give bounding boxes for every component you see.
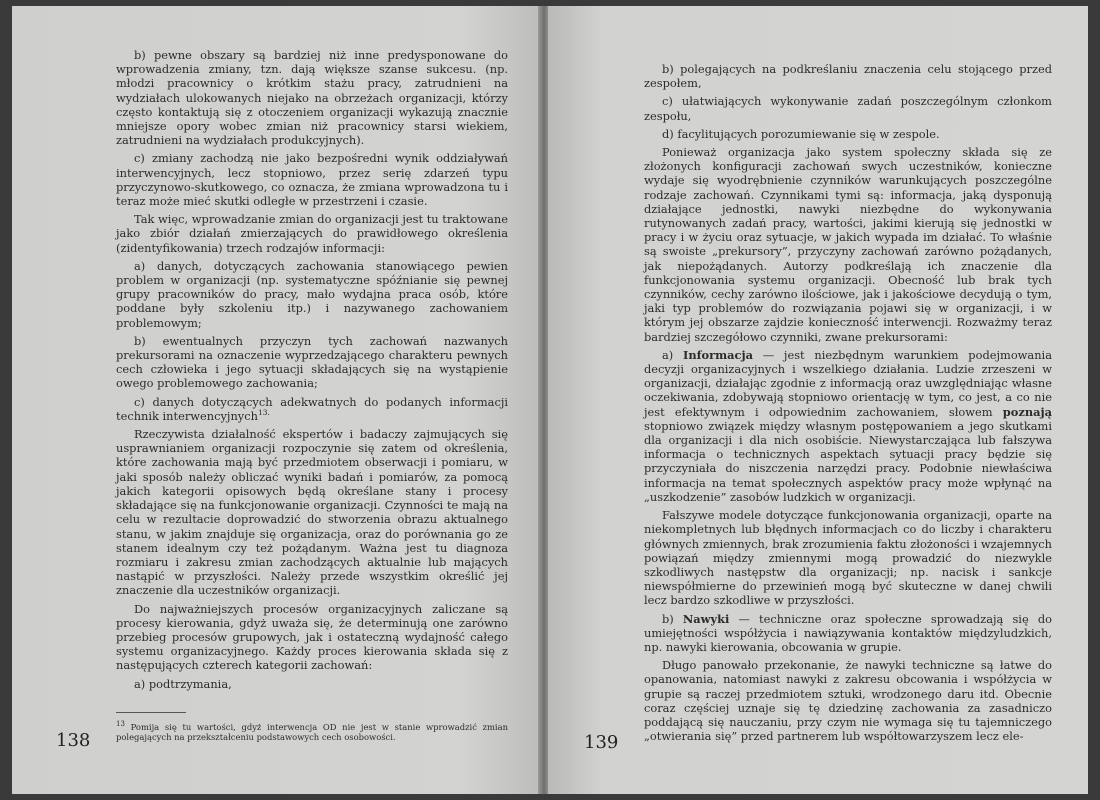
left-paragraph: Do najważniejszych procesów organizacyjnych zaliczane są procesy kierowania, gdyż uważa się, że determinują one zarówno przebieg procesów grupowych, jak i ostateczną wydajność całego systemu organizacyjnego. Każdy proces kierowania składa się z następujących czterech kategorii zachowań: [116,601,508,673]
left-paragraph-with-footnote-ref [116,395,508,423]
left-paragraph: c) zmiany zachodzą nie jako bezpośredni wynik oddziaływań interwencyjnych, lecz stopniowo, przez serię zdarzeń typu przyczynowo-skutkowego, co oznacza, że zmiana wprowadzona tu i teraz może mieć skutki odległe w przestrzeni i czasie. [116,151,508,209]
keyword-informacja: Informacja [683,347,753,362]
item-prefix: a) [662,347,684,362]
left-paragraph: a) danych, dotyczących zachowania stanowiącego pewien problem w organizacji (np. systematyczne spóźnianie się pewnej grupy pracowników do pracy, mało wydajna praca osób, które poddane były szkoleniu itp.) i nazywanego zachowaniem problemowym; [116,258,508,330]
left-page [12,6,540,794]
right-paragraph: Długo panowało przekonanie, że nawyki techniczne są łatwe do opanowania, natomiast nawyki z zakresu obcowania i współżycia w grupie są raczej przedmiotem sztuki, wrodzonego daru itd. Obecnie coraz częściej uznaje się tę dziedzinę zachowania za zasadniczo poddającą się nauczaniu, przy czym nie wymaga się tu tajemniczego „otwierania się” przed partnerem lub współtowarzyszem lecz ele- [644,658,1052,744]
page-number-left: 138 [56,730,91,751]
left-paragraph: b) ewentualnych przyczyn tych zachowań nazwanych prekursorami na oznaczenie wyprzedzającego charakteru pewnych cech człowieka i jego sytuacji składających się na wystąpienie owego problemowego zachowania; [116,333,508,391]
information-text-1: — jest niezbędnym warunkiem podejmowania decyzji organizacyjnych i wszelkiego działania. Ludzie zrzeszeni w organizacji, działając zgodnie z informacją oraz uwzględniając własne oczekiwania, zdobywają stopniowo orientację w tym, co jest, a co nie jest efektywnym i odpowiednim zachowaniem, słowem [644,347,1052,419]
item-prefix: b) [662,611,683,626]
right-paragraph: d) facylitujących porozumiewanie się w zespole. [662,126,940,141]
right-text-column [644,62,1052,747]
left-paragraph: Rzeczywista działalność ekspertów i badaczy zajmujących się usprawnianiem organizacji rozpoczynie się zatem od określenia, które zachowania mają być przedmiotem obserwacji i pomiaru, w jaki sposób należy obliczać wyniki badań i pomiarów, za pomocą jakich kategorii opisowych będą określane stany i procesy składające się na funkcjonowanie organizacji. Czynności te mają na celu w rezultacie doprowadzić do stworzenia obrazu aktualnego stanu, w jakim znajduje się organizacja, oraz do porównania go ze stanem idealnym czy też pożądanym. Ważna jest tu diagnoza rozmiaru i zakresu zmian zachodzących aktualnie lub mających nastąpić w przyszłości. Należy przede wszystkim określić jej znaczenie dla uczestników organizacji. [116,427,508,598]
left-text-column [116,48,508,695]
footnote [116,719,508,742]
right-paragraph: c) ułatwiających wykonywanie zadań poszczególnym członkom zespołu, [644,94,1052,123]
page-number-right: 139 [584,732,619,753]
keyword-poznaja: poznają [1002,404,1052,419]
right-paragraph: b) polegających na podkreślaniu znaczenia celu stojącego przed zespołem, [644,62,1052,91]
right-paragraph-information [644,348,1052,504]
footnote-text: Pomija się tu wartości, gdyż interwencja OD nie jest w stanie wprowadzić zmian polegających na przekształceniu podstawowych cech osobowości. [116,721,508,742]
habits-text: — techniczne oraz społeczne sprowadzają się do umiejętności współżycia i nawiązywania kontaktów międzyludzkich, np. nawyki kierowania, obcowania w grupie. [644,611,1052,654]
left-paragraph-text: c) danych dotyczących adekwatnych do podanych informacji technik interwencyjnych [116,394,508,423]
left-paragraph: b) pewne obszary są bardziej niż inne predysponowane do wprowadzenia zmiany, tzn. dają większe szanse sukcesu. (np. młodzi pracownicy o krótkim stażu pracy, zatrudnieni na wydziałach ulokowanych niejako na obrzeżach organizacji, którzy często kontaktują się z otoczeniem organizacji wykazują znacznie mniejsze opory wobec zmian niż pracownicy starsi wiekiem, zatrudnieni na wydziałach produkcyjnych). [116,48,508,148]
footnote-reference: 13. [257,408,270,418]
footnote-mark: 13 [116,720,125,728]
left-paragraph: Tak więc, wprowadzanie zmian do organizacji jest tu traktowane jako zbiór działań zmierzających do prawidłowego określenia (zidentyfikowania) trzech rodzajów informacji: [116,212,509,255]
right-page [548,6,1088,794]
right-paragraph: Fałszywe modele dotyczące funkcjonowania organizacji, oparte na niekompletnych lub błędnych informacjach co do liczby i charakteru głównych zmiennych, brak zrozumienia faktu złożoności i wzajemnych powiązań między zmiennymi mogą prowadzić do niezwykle szkodliwych następstw dla organizacji; np. nacisk i sankcje niewspółmierne do przewinień mogą być skuteczne w danej chwili lecz bardzo szkodliwe w przyszłości. [644,508,1052,608]
left-paragraph: a) podtrzymania, [134,676,232,691]
right-paragraph: Ponieważ organizacja jako system społeczny składa się ze złożonych konfiguracji zachowań swych uczestników, konieczne wydaje się wyodrębnienie czynników warunkujących poszczególne rodzaje zachowań. Czynnikami tymi są: informacja, jaką dysponują działające jednostki, nawyki niezbędne do wykonywania rutynowanych zadań pracy, wartości, jakimi kierują się jednostki w pracy i w życiu oraz sytuacje, w jakich wypada im działać. To właśnie są swoiste „prekursory”, przyczyny zachowań zarówno pożądanych, jak niepożądanych. Autorzy podkreślają ich znaczenie dla funkcjonowania systemu organizacji. Obecność lub brak tych czynników, cechy zarówno ilościowe, jak i jakościowe decydują o tym, jaki typ problemów do rozwiązania pojawi się w organizacji, i w którym jej obszarze zajdzie konieczność interwencji. Rozważmy teraz bardziej szczegółowo czynniki, zwane prekursorami: [644,145,1052,344]
information-text-2: stopniowo związek między własnym postępowaniem a jego skutkami dla organizacji i dla nich osobiście. Niewystarczająca lub fałszywa informacja o technicznych aspektach sytuacji pracy będzie się przyczyniała do niszczenia narzędzi pracy. Podobnie niewłaściwa informacja na temat społecznych aspektów pracy może wpłynąć na „uszkodzenie” zasobów ludzkich w organizacji. [644,418,1052,504]
footnote-divider [116,712,186,713]
keyword-nawyki: Nawyki [682,611,730,626]
right-paragraph-habits [644,612,1052,655]
